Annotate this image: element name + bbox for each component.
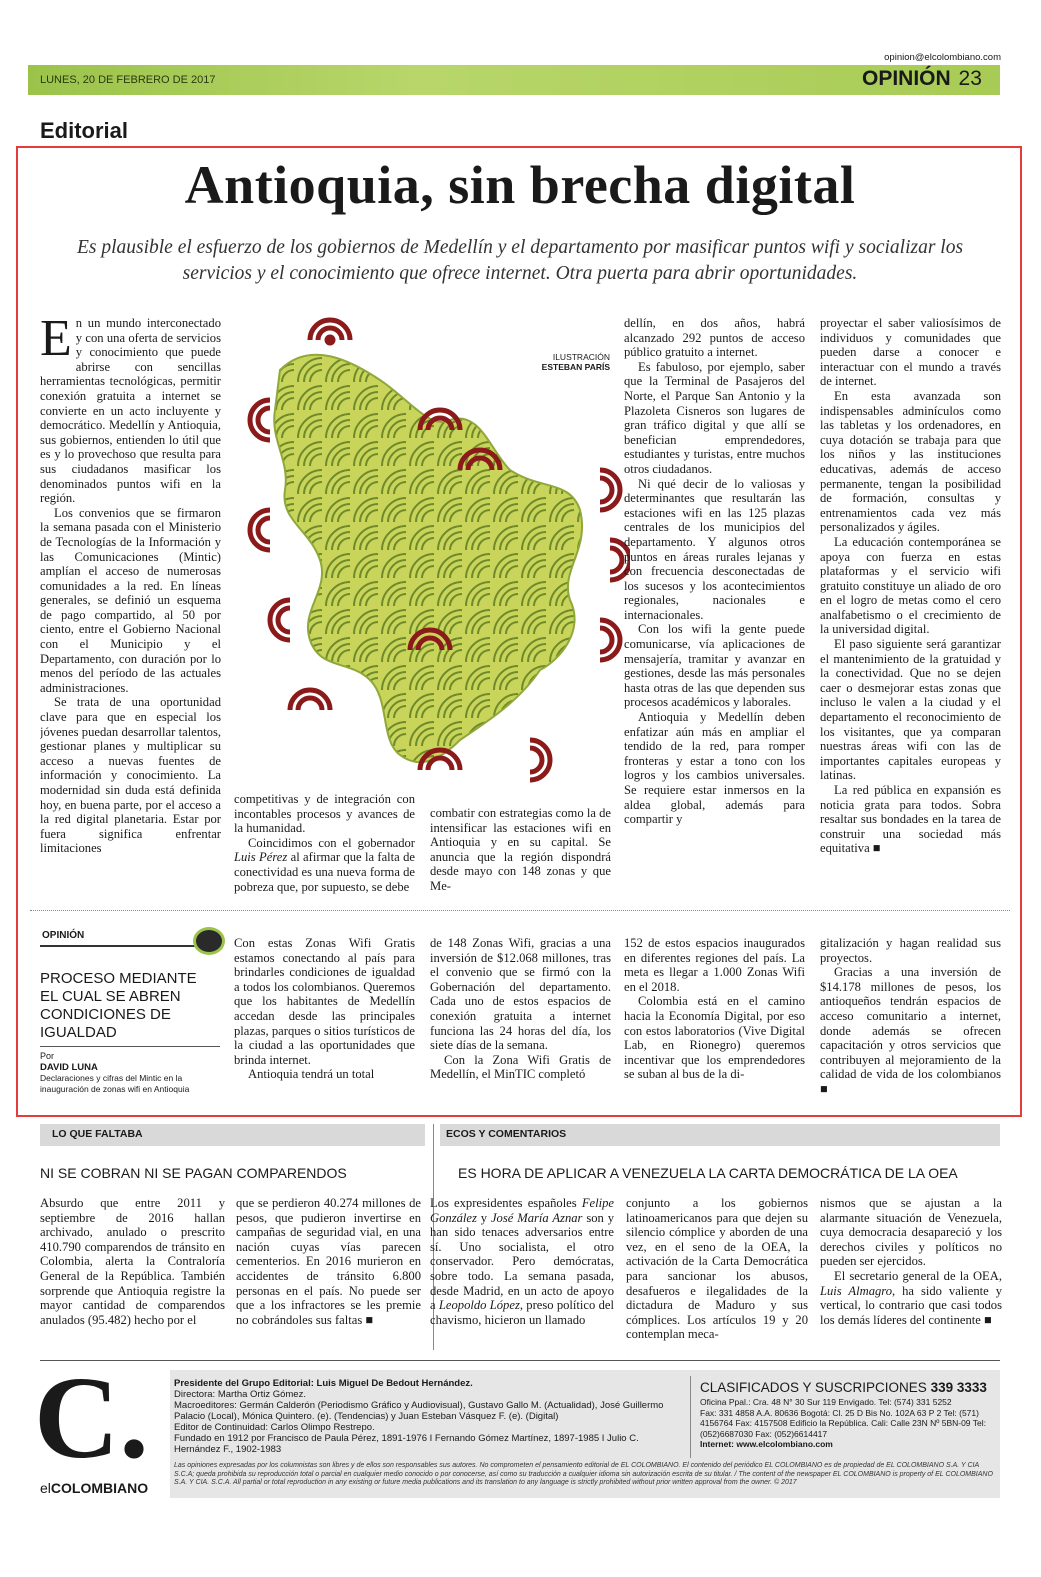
ecos-text: , preso político del chavismo, hicieron un llamado [430,1298,614,1327]
lo-que-faltaba-column-1 [40,1196,225,1327]
opinion-column-3 [624,936,805,1082]
opinion-bar [40,945,195,947]
opinion-column-1 [234,936,415,1082]
col5-paragraph: La educación contemporánea se apoya con fuerza en estas plataformas y el servicio wifi gratuito constituye un aliado de oro en el logro de metas como el cero analfabetismo o el crecimiento de la universidad digital. [820,534,1001,637]
col4-paragraph: Con los wifi la gente puede comunicarse, vía aplicaciones de mensajería, tramitar y avanzar en gestiones, desde las más personales hasta otras de las que dependen sus procesos académicos y laborales. [624,622,805,710]
classified-line: 4156764 Fax: 4157508 Edificio la República. Cali: Calle 23N Nº 5BN-09 Tel: [700,1418,986,1428]
editorial-column-3 [430,806,611,896]
lo-que-faltaba-label: LO QUE FALTABA [52,1128,143,1140]
ecos-column-2 [626,1196,808,1342]
classified-title: CLASIFICADOS Y SUSCRIPCIONES [700,1380,927,1395]
col2-text: al afirmar que la falta de conectividad es una nueva forma de pobreza que, por supuesto, se debe [234,850,415,894]
section-divider [30,910,1010,911]
footer-divider [690,1376,691,1458]
opinion-headline: PROCESO MEDIANTE EL CUAL SE ABREN CONDICIONES DE IGUALDAD [40,970,197,1041]
lo-que-faltaba-column-2 [236,1196,421,1327]
opinion-paragraph: Colombia está en el camino hacia la Economía Digital, por eso con estos laboratorios (Vive Digital Lab, en Rionegro) queremos incentivar que los emprendedores se suban al bus de la di- [624,994,805,1082]
editorial-column-1 [40,316,221,894]
classified-phone: 339 3333 [930,1380,987,1395]
footer-line: Presidente del Grupo Editorial: Luis Miguel De Bedout Hernández. [174,1378,473,1389]
classified-line: (052)6687030 Fax: (052)6614417 [700,1428,828,1439]
ecos-paragraph [430,1196,614,1327]
opinion-paragraph: Gracias a una inversión de $14.178 millones de pesos, los antioqueños tendrán espacios de acceso comunitario a internet, donde además se ofrecen capacitación y otros servicios que contribuyen al mejoramiento de la calidad de vida de los colombianos ■ [820,965,1001,1096]
col1-paragraph: n un mundo interconectado y con una oferta de servicios y conocimiento que puede abrirse con sencillas herramientas tecnológicas, permitir conexión gratuita a internet se convierte en un acto incluyente y democrático. Medellín y Antioquia, sus gobiernos, entienden lo útil que es y lo provechoso que resulta para sus ciudadanos masificar los denominados puntos wifi en la región. [40,316,221,506]
col4-paragraph: dellín, en dos años, habrá alcanzado 292 puntos de acceso público gratuito a internet. [624,316,805,360]
footer-credits [174,1378,679,1455]
editorial-subtitle: Es plausible el esfuerzo de los gobiernos de Medellín y el departamento por masificar puntos wifi y socializar los servicios y el conocimiento que ofrece internet. Otra puerta para abrir oportunidades. [76,237,964,284]
ecos-paragraph: nismos que se ajustan a la alarmante situación de Venezuela, cuya democracia desapareció y los derechos civiles y políticos no pueden ser ejercidos. [820,1196,1002,1269]
opinion-paragraph: de 148 Zonas Wifi, gracias a una inversión de $12.068 millones, tras el convenio que se firmó con la Gobernación del departamento. Cada uno de estos espacios de conexión gratuita a internet funciona las 24 horas del día, los siete días de la semana. [430,936,611,1053]
opinion-paragraph: 152 de estos espacios inaugurados en diferentes regiones del país. La meta es llegar a 1.000 Zonas Wifi en el 2018. [624,936,805,994]
speech-bubble-icon [193,927,225,955]
col1-paragraph: Los convenios que se firmaron la semana pasada con el Ministerio de Tecnologías de la Información y las Comunicaciones (Mintic) amplían el acceso de numerosas comunidades a la red. En líneas generales, se definió un esquema de pago compartido, al 50 por ciento, entre el Gobierno Nacional con el Municipio y el Departamento, con duración por lo menos del período de las actuales administraciones. [40,505,221,695]
col3-paragraph: combatir con estrategias como la de intensificar las estaciones wifi en Antioquia y en su capital. Se anuncia que la región dispondrá desde mayo con 148 zonas y que Me- [430,806,611,893]
col5-paragraph: El paso siguiente será garantizar el mantenimiento de la gratuidad y la conectividad. Que no se dejen caer o desmejorar estas zonas que incluso le valen a la ciudad y el departamento el reconocimiento de los visitantes, que ya comparan nuestras áreas wifi con las de importantes capitales europeas y latinas. [820,637,1001,783]
footer-line: Editor de Continuidad: Carlos Olimpo Restrepo. [174,1422,375,1433]
col2-paragraph [234,836,415,894]
opinion-by: Por [40,1051,55,1061]
ecos-column-3 [820,1196,1002,1327]
footer-top-rule [40,1360,1000,1361]
col5-paragraph: proyectar el saber valiosísimos de individuos y comunidades que pueden darse a conocer e interactuar con el mundo a través de internet. [820,316,1001,389]
opinion-paragraph: Con estas Zonas Wifi Gratis estamos conectando al país para brindarles condiciones de igualdad a todos los colombianos. Queremos que los habitantes de Medellín accedan desde las principales plazas, parques o sitios turísticos de la ciudad a las oportunidades que brinda internet. [234,936,415,1067]
opinion-note: Declaraciones y cifras del Mintic en la inauguración de zonas wifi en Antioquia [40,1073,190,1094]
illustration-credit [510,352,610,372]
col4-paragraph: Antioquia y Medellín deben enfatizar aún más en ampliar el tendido de la red, para romper fronteras y estar a tono con los logros y los cambios universales. Se requiere estar inmersos en la aldea global, además para compartir y [624,710,805,827]
logo-wordmark [40,1480,148,1496]
opinion-column-2 [430,936,611,1082]
header-date: LUNES, 20 DE FEBRERO DE 2017 [40,74,216,86]
classified-line: Oficina Ppal.: Cra. 48 N° 30 Sur 119 Envigado. Tel: (574) 331 5252 [700,1397,952,1407]
editorial-title: Antioquia, sin brecha digital [184,155,856,215]
ecos-paragraph: conjunto a los gobiernos latinoamericanos para que dejen su silencio cómplice y aborden de una vez, en el seno de la OEA, la activación de la Carta Democrática para sancionar los abusos, desafueros e ilegalidades de la dictadura de Maduro y sus cómplices. Los artículos 19 y 20 contemplan meca- [626,1196,808,1342]
footer-line: Directora: Martha Ortiz Gómez. [174,1389,306,1400]
wifi-map-illustration [240,300,630,790]
illustration-label: ILUSTRACIÓN [552,352,610,362]
editorial-column-4 [624,316,805,896]
col5-paragraph: En esta avanzada son indispensables adminículos como las tabletas y los ordenadores, en cuya dotación se trabaja para que los niños y las instituciones educativas, además de acceso permanente, tengan la posibilidad de formación, consultas y entrenamientos cada vez más personalizados y ágiles. [820,388,1001,535]
col2-name-governor: Luis Pérez [234,850,288,865]
header-email: opinion@elcolombiano.com [884,52,1001,63]
opinion-paragraph: gitalización y hagan realidad sus proyectos. [820,936,1001,965]
footer-disclaimer: Las opiniones expresadas por los columnistas son libres y de ellos son responsables sus autores. No comprometen el pensamiento editorial de EL COLOMBIANO. El contenido del periódico EL COLOMBIANO es de propiedad de EL COLOMBIANO S.A. Y CIA S.C.A; queda prohibida su reproducción total o parcial en cualquier medio conocido o por conocerse, así como su traducción a cualquier idioma sin autorización escrita de su titular. / The content of the newspaper EL COLOMBIANO is property of EL COLOMBIANO S.A. Y CIA. S.C.A. All partial or total reproduction in any existing or future media publications and its translation to any language is strictly prohibited without prior written approval from the owner. © 2017 [174,1462,993,1486]
ecos-text: , ha sido valiente y vertical, lo contrario que casi todos los demás líderes del continente ■ [820,1283,1002,1327]
opinion-rule [40,1046,220,1047]
ecos-name: Felipe González [430,1196,614,1225]
ecos-text: El secretario general de la OEA, [834,1268,1002,1283]
opinion-column-4 [820,936,1001,1097]
editorial-column-5 [820,316,1001,896]
col2-text: Coincidimos con el gobernador [248,835,415,850]
classified-heading [700,1380,987,1395]
lo-que-faltaba-headline: NI SE COBRAN NI SE PAGAN COMPARENDOS [40,1165,347,1181]
footer-line: Macroeditores: Germán Calderón (Periodismo Gráfico y Audiovisual), Gustavo Gallo M. (Actualidad), José Guillermo Palacio (Local), Mónica Quintero. (e). (Tendencias) y Juan Esteban Vásquez F. (e). (Digital) [174,1400,664,1422]
editorial-label: Editorial [40,118,129,143]
ecos-name: Luis Almagro [820,1283,893,1298]
antioquia-map-svg [240,300,630,790]
ecos-name: José María Aznar [490,1210,583,1225]
ecos-name: Leopoldo López [438,1298,520,1313]
ecos-label: ECOS Y COMENTARIOS [446,1128,567,1140]
ecos-paragraph [820,1269,1002,1327]
logo-name: COLOMBIANO [50,1480,149,1496]
col4-paragraph: Es fabuloso, por ejemplo, saber que la Terminal de Pasajeros del Norte, el Parque San Antonio y la Plazoleta Cisneros son lugares de gran tráfico digital y que allí se benefician emprendedores, estudiantes y turistas, entre muchos otros ciudadanos. [624,359,805,476]
logo-letter: C. [34,1352,149,1483]
page-number: 23 [958,67,982,90]
drop-cap: E [40,316,72,367]
section-name: OPINIÓN [862,67,951,90]
col1-paragraph: Se trata de una oportunidad clave para que en especial los jóvenes puedan desarrollar talentos, gestionar planes y multiplicar su acceso a nuevas fuentes de información y conocimiento. La modernidad sin duda está definida hoy, en buena parte, por el acceso a la red digital planetaria. Estar por fuera significa enfrentar limitaciones [40,695,221,856]
opinion-paragraph: Con la Zona Wifi Gratis de Medellín, el MinTIC completó [430,1052,611,1082]
col2-paragraph: competitivas y de integración con incontables procesos y avances de la humanidad. [234,792,415,836]
ecos-text: son y han sido tenaces adversarios entre sí. Uno socialista, el otro conservador. Pero demócratas, sobre todo. La semana pasada, desde Madrid, en un acto de apoyo a [430,1210,614,1313]
ecos-text: y [476,1210,491,1225]
ecos-text: Los expresidentes españoles [430,1196,582,1210]
opinion-paragraph: Antioquia tendrá un total [248,1067,375,1082]
col5-paragraph: La red pública en expansión es noticia grata para todos. Sobra resaltar sus bondades en la tarea de construir una sociedad más equitativa ■ [820,783,1001,856]
logo-prefix: el [40,1480,51,1496]
col4-paragraph: Ni qué decir de lo valiosas y determinantes que resultarán las estaciones wifi en las 125 plazas centrales de los municipios del departamento. Y algunos otros puntos en áreas rurales lejanas y con frecuencia desconectadas de los sucesos y los acontecimientos regionales, nacionales e internacionales. [624,476,805,622]
classified-line: Internet: www.elcolombiano.com [700,1439,833,1449]
ecos-headline: ES HORA DE APLICAR A VENEZUELA LA CARTA DEMOCRÁTICA DE LA OEA [458,1165,958,1181]
lqf-paragraph: Absurdo que entre 2011 y septiembre de 2016 hallan archivado, anulado o prescrito 410.790 comparendos de tránsito en Colombia, alerta la Contraloría General de la República. También sorprende que Antioquia registre la mayor cantidad de comparendos anulados (95.482) hecho por el [40,1196,225,1327]
editorial-column-2 [234,792,415,896]
ecos-column-1 [430,1196,614,1327]
illustrator-name: ESTEBAN PARÍS [541,362,610,372]
footer-line: Fundado en 1912 por Francisco de Paula Pérez, 1891-1976 I Fernando Gómez Martínez, 1897-1985 I Julio C. Hernández F., 1902-1983 [174,1433,639,1455]
classified-line: Fax: 331 4858 A.A. 80636 Bogotá: Cl. 25 D Bis No. 102A 63 P 2 Tel: (571) [700,1407,979,1418]
section-title [862,67,982,91]
opinion-author: DAVID LUNA [40,1062,98,1073]
classified-details [700,1397,995,1450]
opinion-label: OPINIÓN [42,930,85,941]
lqf-paragraph: que se perdieron 40.274 millones de pesos, que pudieron invertirse en campañas de seguridad vial, en una nación cuyas vías parecen cementerios. En 2016 murieron en accidentes de tránsito 6.800 personas en el país. No puede ser que a los infractores se les premie no cobrándoles sus faltas ■ [236,1196,421,1327]
